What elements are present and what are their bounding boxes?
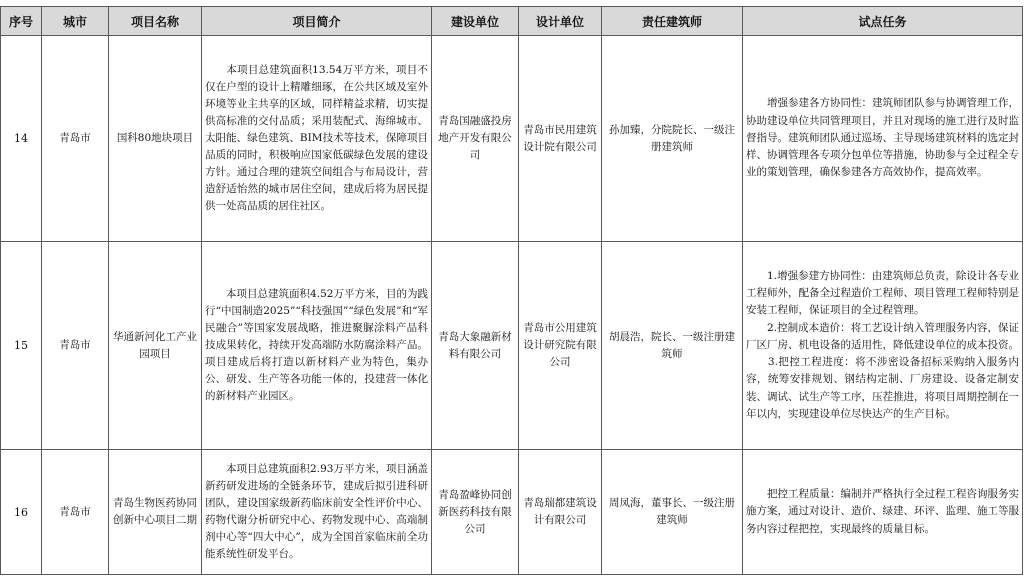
row-builder: 青岛盈峰协同创新医药科技有限公司 xyxy=(432,450,519,575)
col-header-no: 序号 xyxy=(1,7,42,36)
row-project-name: 华通新河化工产业园项目 xyxy=(109,242,202,450)
row-builder: 青岛国融盛投房地产开发有限公司 xyxy=(432,36,519,242)
row-number: 14 xyxy=(1,36,42,242)
col-header-designer: 设计单位 xyxy=(519,7,602,36)
row-city: 青岛市 xyxy=(42,242,109,450)
row-city: 青岛市 xyxy=(42,36,109,242)
row-designer: 青岛瑞都建筑设计有限公司 xyxy=(519,450,602,575)
row-architect: 孙加臻，分院院长、一级注册建筑师 xyxy=(602,36,743,242)
col-header-project-intro: 项目简介 xyxy=(202,7,432,36)
row-designer: 青岛市民用建筑设计院有限公司 xyxy=(519,36,602,242)
col-header-city: 城市 xyxy=(42,7,109,36)
row-pilot-task: 1.增强参建方协同性：由建筑师总负责，除设计各专业工程师外，配备全过程造价工程师、项目管理工程师特别是安装工程师，保证项目的全过程管理。 2.控制成本造价：将工艺设计纳入管理服务内容，保证厂区厂房、机电设备的适用性，降低建设单位的成本投资。 3.把控工程进度：将不涉密设备招标采购纳入服务内容，统筹安排规划、钢结构定制、厂房建设、设备定制安装、调试、试生产等工序，压茬推进，将项目周期控制在一年以内，实现建设单位尽快达产的生产目标。 xyxy=(743,242,1023,450)
row-number: 15 xyxy=(1,242,42,450)
pilot-projects-table xyxy=(0,6,1023,575)
row-builder: 青岛大象融新材料有限公司 xyxy=(432,242,519,450)
row-project-name: 国科80地块项目 xyxy=(109,36,202,242)
table-row xyxy=(1,36,1023,242)
row-city: 青岛市 xyxy=(42,450,109,575)
row-project-intro: 本项目总建筑面积4.52万平方米，目的为践行“中国制造2025”“科技强国”“绿色发展”和“军民融合”等国家发展战略，推进聚脲涂料产品科技成果转化，持续开发高端防水防腐涂料产品。项目建成后将打造以新材料产业为特色，集办公、研发、生产等各功能一体的，投建营一体化的新材料产业园区。 xyxy=(202,242,432,450)
col-header-architect: 责任建筑师 xyxy=(602,7,743,36)
row-architect: 胡晨浩，院长、一级注册建筑师 xyxy=(602,242,743,450)
table-row xyxy=(1,242,1023,450)
row-project-name: 青岛生物医药协同创新中心项目二期 xyxy=(109,450,202,575)
col-header-project-name: 项目名称 xyxy=(109,7,202,36)
row-project-intro: 本项目总建筑面积2.93万平方米，项目涵盖新药研发进场的全链条环节，建成后拟引进科研团队，建设国家级新药临床前安全性评价中心、药物代谢分析研究中心、药物发现中心、高端制剂中心等“四大中心”，成为全国首家临床前全功能系统性研发平台。 xyxy=(202,450,432,575)
header-row xyxy=(1,7,1023,36)
row-designer: 青岛市公用建筑设计研究院有限公司 xyxy=(519,242,602,450)
row-project-intro: 本项目总建筑面积13.54万平方米，项目不仅在户型的设计上精雕细琢，在公共区域及室外环境等业主共享的区域，同样精益求精，切实提供高标准的交付品质；采用装配式、海绵城市、太阳能、绿色建筑、BIM技术等技术，保障项目品质的同时，积极响应国家低碳绿色发展的建设方针。通过合理的建筑空间组合与布局设计，营造舒适怡然的城市居住空间，建成后将为居民提供一处高品质的居住社区。 xyxy=(202,36,432,242)
col-header-pilot-task: 试点任务 xyxy=(743,7,1023,36)
row-architect: 周凤海，董事长、一级注册建筑师 xyxy=(602,450,743,575)
col-header-builder: 建设单位 xyxy=(432,7,519,36)
row-number: 16 xyxy=(1,450,42,575)
row-pilot-task: 把控工程质量：编制并严格执行全过程工程咨询服务实施方案，通过对设计、造价、绿建、环评、监理、施工等服务内容过程把控，实现最终的质量目标。 xyxy=(743,450,1023,575)
table-row xyxy=(1,450,1023,575)
row-pilot-task: 增强参建各方协同性：建筑师团队参与协调管理工作，协助建设单位共同管理项目，并且对现场的施工进行及时监督指导。建筑师团队通过巡场、主导现场建筑材料的选定封样、协调管理各专项分包单位等措施，协助参与全过程全专业的策划管理，确保参建各方高效协作，提高效率。 xyxy=(743,36,1023,242)
